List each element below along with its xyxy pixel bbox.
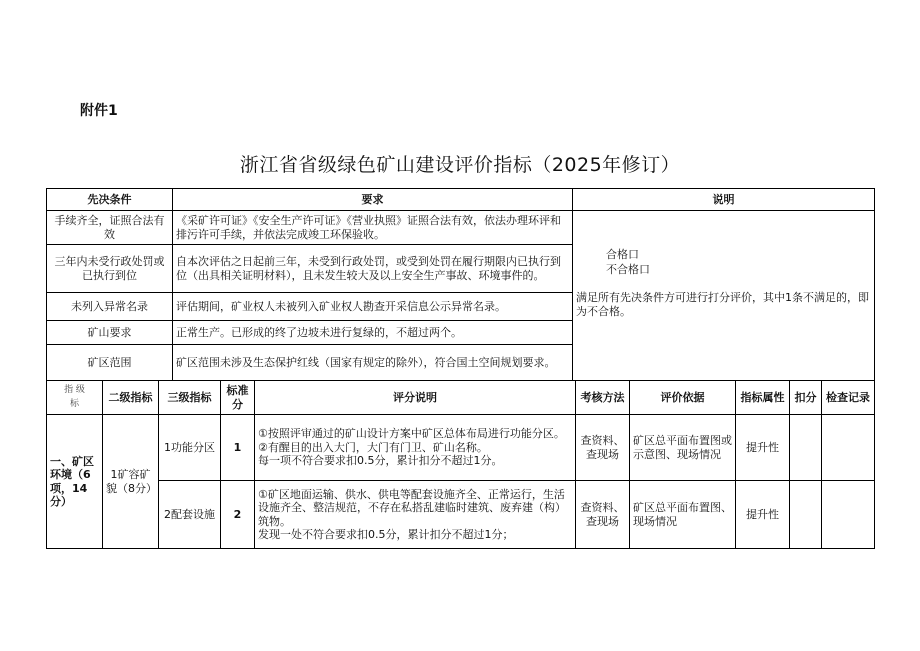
prerequisite-rule-note: 满足所有先决条件方可进行打分评价，其中1条不满足的，即为不合格。: [576, 291, 869, 318]
prerequisite-condition: 矿区范围: [47, 345, 173, 381]
description-cell: ①按照评审通过的矿山设计方案中矿区总体布局进行功能分区。 ②有醒目的出入大门，大门有门卫、矿山名称。 每一项不符合要求扣0.5分，累计扣分不超过1分。: [255, 415, 576, 481]
prerequisite-condition: 三年内未受行政处罚或已执行到位: [47, 245, 173, 293]
header-method: 考核方法: [576, 381, 630, 415]
scoring-row: [47, 481, 875, 549]
header-indicator: [47, 381, 103, 415]
prerequisite-header-row: [47, 189, 875, 211]
prerequisite-requirement: 矿区范围未涉及生态保护红线（国家有规定的除外），符合国土空间规划要求。: [173, 345, 573, 381]
prerequisite-requirement: 正常生产。已形成的终了边坡未进行复绿的，不超过两个。: [173, 321, 573, 345]
deduction-cell[interactable]: [790, 481, 822, 549]
grade-fail-option: 不合格口: [606, 263, 650, 276]
header-requirement: 要求: [173, 189, 573, 211]
score-cell: 2: [221, 481, 255, 549]
attachment-label: 附件1: [80, 103, 118, 119]
header-score: 标准分: [221, 381, 255, 415]
header-indicator-bottom: 标: [69, 398, 79, 409]
method-cell: 查资料、查现场: [576, 415, 630, 481]
method-cell: 查资料、查现场: [576, 481, 630, 549]
level2-cell: 1矿容矿貌（8分）: [103, 415, 159, 549]
level1-cell: 一、矿区环境（6项，14分）: [47, 415, 103, 549]
prerequisite-row: [47, 211, 875, 245]
description-cell: ①矿区地面运输、供水、供电等配套设施齐全、正常运行，生活设施齐全、整洁规范，不存在私搭乱建临时建筑、废弃建（构）筑物。 发现一处不符合要求扣0.5分，累计扣分不超过1分；: [255, 481, 576, 549]
header-description: 评分说明: [255, 381, 576, 415]
header-attribute: 指标属性: [736, 381, 790, 415]
header-basis: 评价依据: [630, 381, 736, 415]
header-record: 检查记录: [822, 381, 875, 415]
record-cell[interactable]: [822, 415, 875, 481]
header-indicator-top: 指 级: [64, 385, 85, 395]
prerequisite-condition: 未列入异常名录: [47, 293, 173, 321]
level3-cell: 1功能分区: [159, 415, 221, 481]
prerequisite-requirement: 评估期间，矿业权人未被列入矿业权人勘查开采信息公示异常名录。: [173, 293, 573, 321]
grade-pass-option: 合格口: [606, 248, 639, 261]
document-title: 浙江省省级绿色矿山建设评价指标（2025年修订）: [239, 154, 681, 176]
basis-cell: 矿区总平面布置图或示意图、现场情况: [630, 415, 736, 481]
prerequisite-note-cell: [573, 211, 875, 381]
prerequisite-condition: 矿山要求: [47, 321, 173, 345]
prerequisite-table: [46, 188, 875, 381]
score-cell: 1: [221, 415, 255, 481]
level3-cell: 2配套设施: [159, 481, 221, 549]
prerequisite-condition: 手续齐全，证照合法有效: [47, 211, 173, 245]
prerequisite-requirement: 《采矿许可证》《安全生产许可证》《营业执照》证照合法有效，依法办理环评和排污许可手续，并依法完成竣工环保验收。: [173, 211, 573, 245]
scoring-header-row: [47, 381, 875, 415]
deduction-cell[interactable]: [790, 415, 822, 481]
attribute-cell: 提升性: [736, 415, 790, 481]
header-level2: 二级指标: [103, 381, 159, 415]
header-deduction: 扣分: [790, 381, 822, 415]
header-level3: 三级指标: [159, 381, 221, 415]
scoring-row: [47, 415, 875, 481]
prerequisite-requirement: 自本次评估之日起前三年，未受到行政处罚，或受到处罚在履行期限内已执行到位（出具相关证明材料），且未发生较大及以上安全生产事故、环境事件的。: [173, 245, 573, 293]
scoring-table: [46, 380, 875, 549]
header-note: 说明: [573, 189, 875, 211]
attribute-cell: 提升性: [736, 481, 790, 549]
record-cell[interactable]: [822, 481, 875, 549]
basis-cell: 矿区总平面布置图、现场情况: [630, 481, 736, 549]
header-prerequisite: 先决条件: [47, 189, 173, 211]
